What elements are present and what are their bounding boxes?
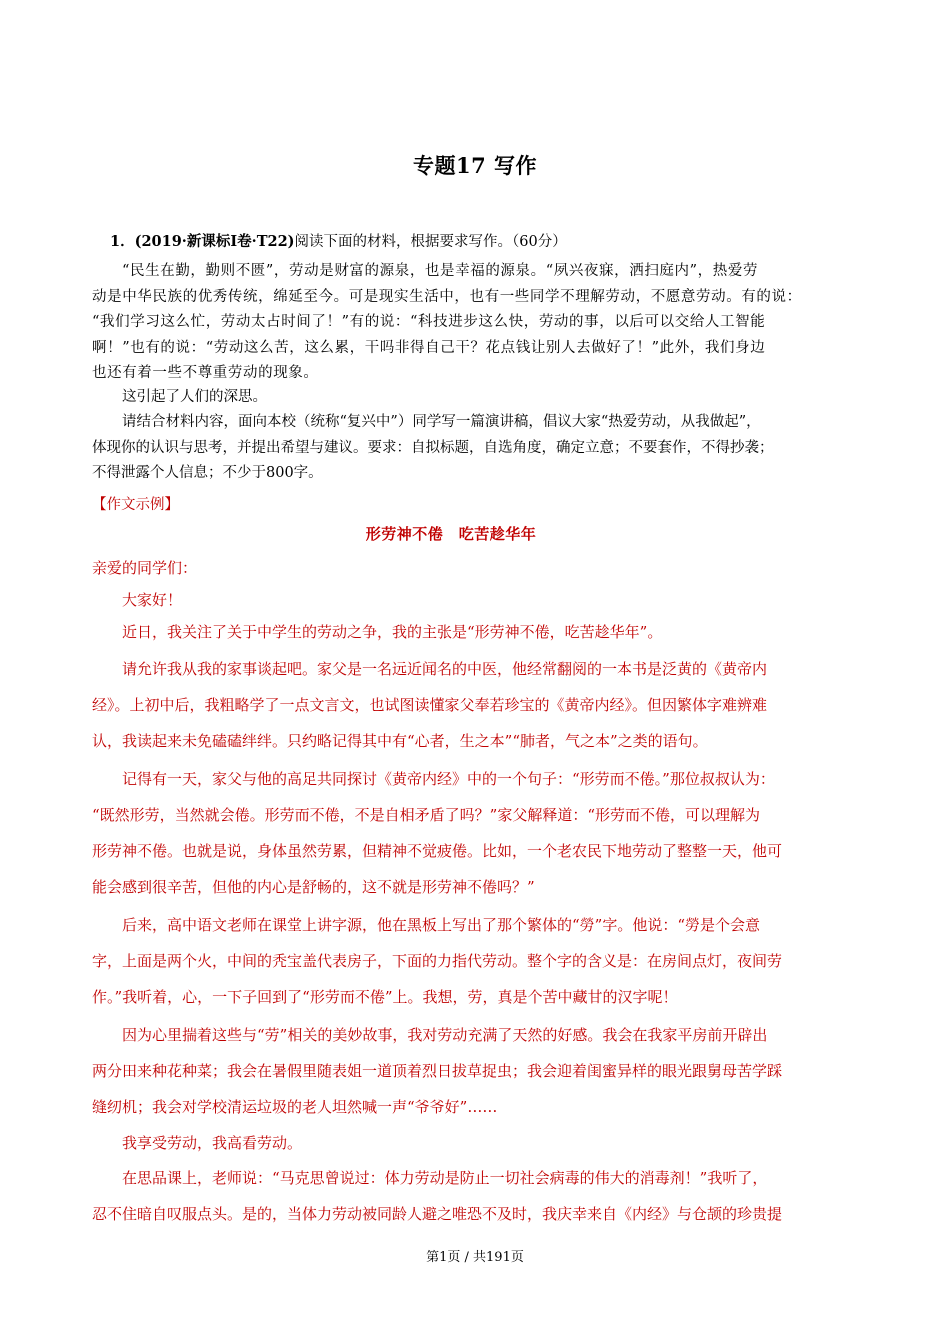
reflection-text: 这引起了人们的深思。 xyxy=(122,389,267,405)
essay-paragraph-1: 近日，我关注了关于中学生的劳动之争，我的主张是“形劳神不倦，吃苦趁华年”。 xyxy=(122,623,663,641)
essay-paragraph-6: 我享受劳动，我高看劳动。 xyxy=(122,1134,303,1152)
page-footer: 第1页 / 共191页 xyxy=(426,1250,524,1265)
task-line: 体现你的认识与思考，并提出希望与建议。要求：自拟标题，自选角度，确定立意；不要套作，不得抄袭； xyxy=(92,439,774,456)
essay-greeting: 大家好！ xyxy=(122,591,183,609)
material-line: “我们学习这么忙，劳动太占时间了！”有的说：“科技进步这么快，劳动的事，以后可以交给人工智能 xyxy=(92,314,766,330)
material-line: 啊！”也有的说：“劳动这么苦，这么累，干吗非得自己干？花点钱让别人去做好了！”此外，我们身边 xyxy=(92,339,766,356)
task-line: 请结合材料内容，面向本校（统称“复兴中”）同学写一篇演讲稿，倡议大家“热爱劳动，从我做起”， xyxy=(122,414,761,430)
material-line: 也还有着一些不尊重劳动的现象。 xyxy=(92,365,319,381)
page-title: 专题17 写作 xyxy=(412,153,538,178)
essay-paragraph-7: 在思品课上，老师说：“马克思曾说过：体力劳动是防止一切社会病毒的伟大的消毒剂！”我听了， 忍不住暗自叹服点头。是的，当体力劳动被同龄人避之唯恐不及时，我庆幸来自《内经》与仓颉的珍贵提 xyxy=(92,1169,783,1223)
example-label: 【作文示例】 xyxy=(92,497,179,513)
essay-paragraph-3: 记得有一天，家父与他的高足共同探讨《黄帝内经》中的一个句子：“形劳而不倦。”那位叔叔认为： “既然形劳，当然就会倦。形劳而不倦，不是自相矛盾了吗？”家父解释道：“形劳而不倦，可以理解为 形劳神不倦。也就是说，身体虽然劳累，但精神不觉疲倦。比如，一个老农民下地劳动了整整一天，他可 能会感到很辛苦，但他的内心是舒畅的，这不就是形劳神不倦吗？” xyxy=(92,770,783,896)
essay-paragraph-5: 因为心里揣着这些与“劳”相关的美妙故事，我对劳动充满了天然的好感。我会在我家平房前开辟出 两分田来种花种菜；我会在暑假里随表姐一道顶着烈日拔草捉虫；我会迎着闺蜜异样的眼光跟舅母苦学踩 缝纫机；我会对学校清运垃圾的老人坦然喊一声“爷爷好”…… xyxy=(92,1026,783,1116)
question-prompt: 阅读下面的材料，根据要求写作。（60分） xyxy=(294,234,567,250)
essay-paragraph-4: 后来，高中语文老师在课堂上讲字源，他在黑板上写出了那个繁体的“勞”字。他说：“勞是个会意 字，上面是两个火，中间的秃宝盖代表房子，下面的力指代劳动。整个字的含义是：在房间点灯，夜间劳 作。”我听着，心，一下子回到了“形劳而不倦”上。我想，劳，真是个苦中藏甘的汉字呢！ xyxy=(92,916,783,1006)
question-source: (2019·新课标Ⅰ卷·T22) xyxy=(134,233,295,250)
essay-paragraph-2: 请允许我从我的家事谈起吧。家父是一名远近闻名的中医，他经常翻阅的一本书是泛黄的《黄帝内 经》。上初中后，我粗略学了一点文言文，也试图读懂家父奉若珍宝的《黄帝内经》。但因繁体字难辨难 认，我读起来未免磕磕绊绊。只约略记得其中有“心者，生之本”“肺者，气之本”之类的语句。 xyxy=(92,660,768,750)
task-line: 不得泄露个人信息；不少于800字。 xyxy=(92,465,323,481)
material-line: 动是中华民族的优秀传统，绵延至今。可是现实生活中，也有一些同学不理解劳动，不愿意劳动。有的说： xyxy=(92,288,802,305)
question-header xyxy=(110,230,567,251)
essay-title: 形劳神不倦 吃苦趁华年 xyxy=(365,525,537,543)
material-line: “民生在勤，勤则不匮”，劳动是财富的源泉，也是幸福的源泉。“夙兴夜寐，洒扫庭内”，热爱劳 xyxy=(122,263,759,279)
essay-salutation: 亲爱的同学们： xyxy=(92,559,198,577)
question-number: 1． xyxy=(110,233,135,250)
material-text xyxy=(92,259,872,387)
task-text xyxy=(92,410,872,487)
